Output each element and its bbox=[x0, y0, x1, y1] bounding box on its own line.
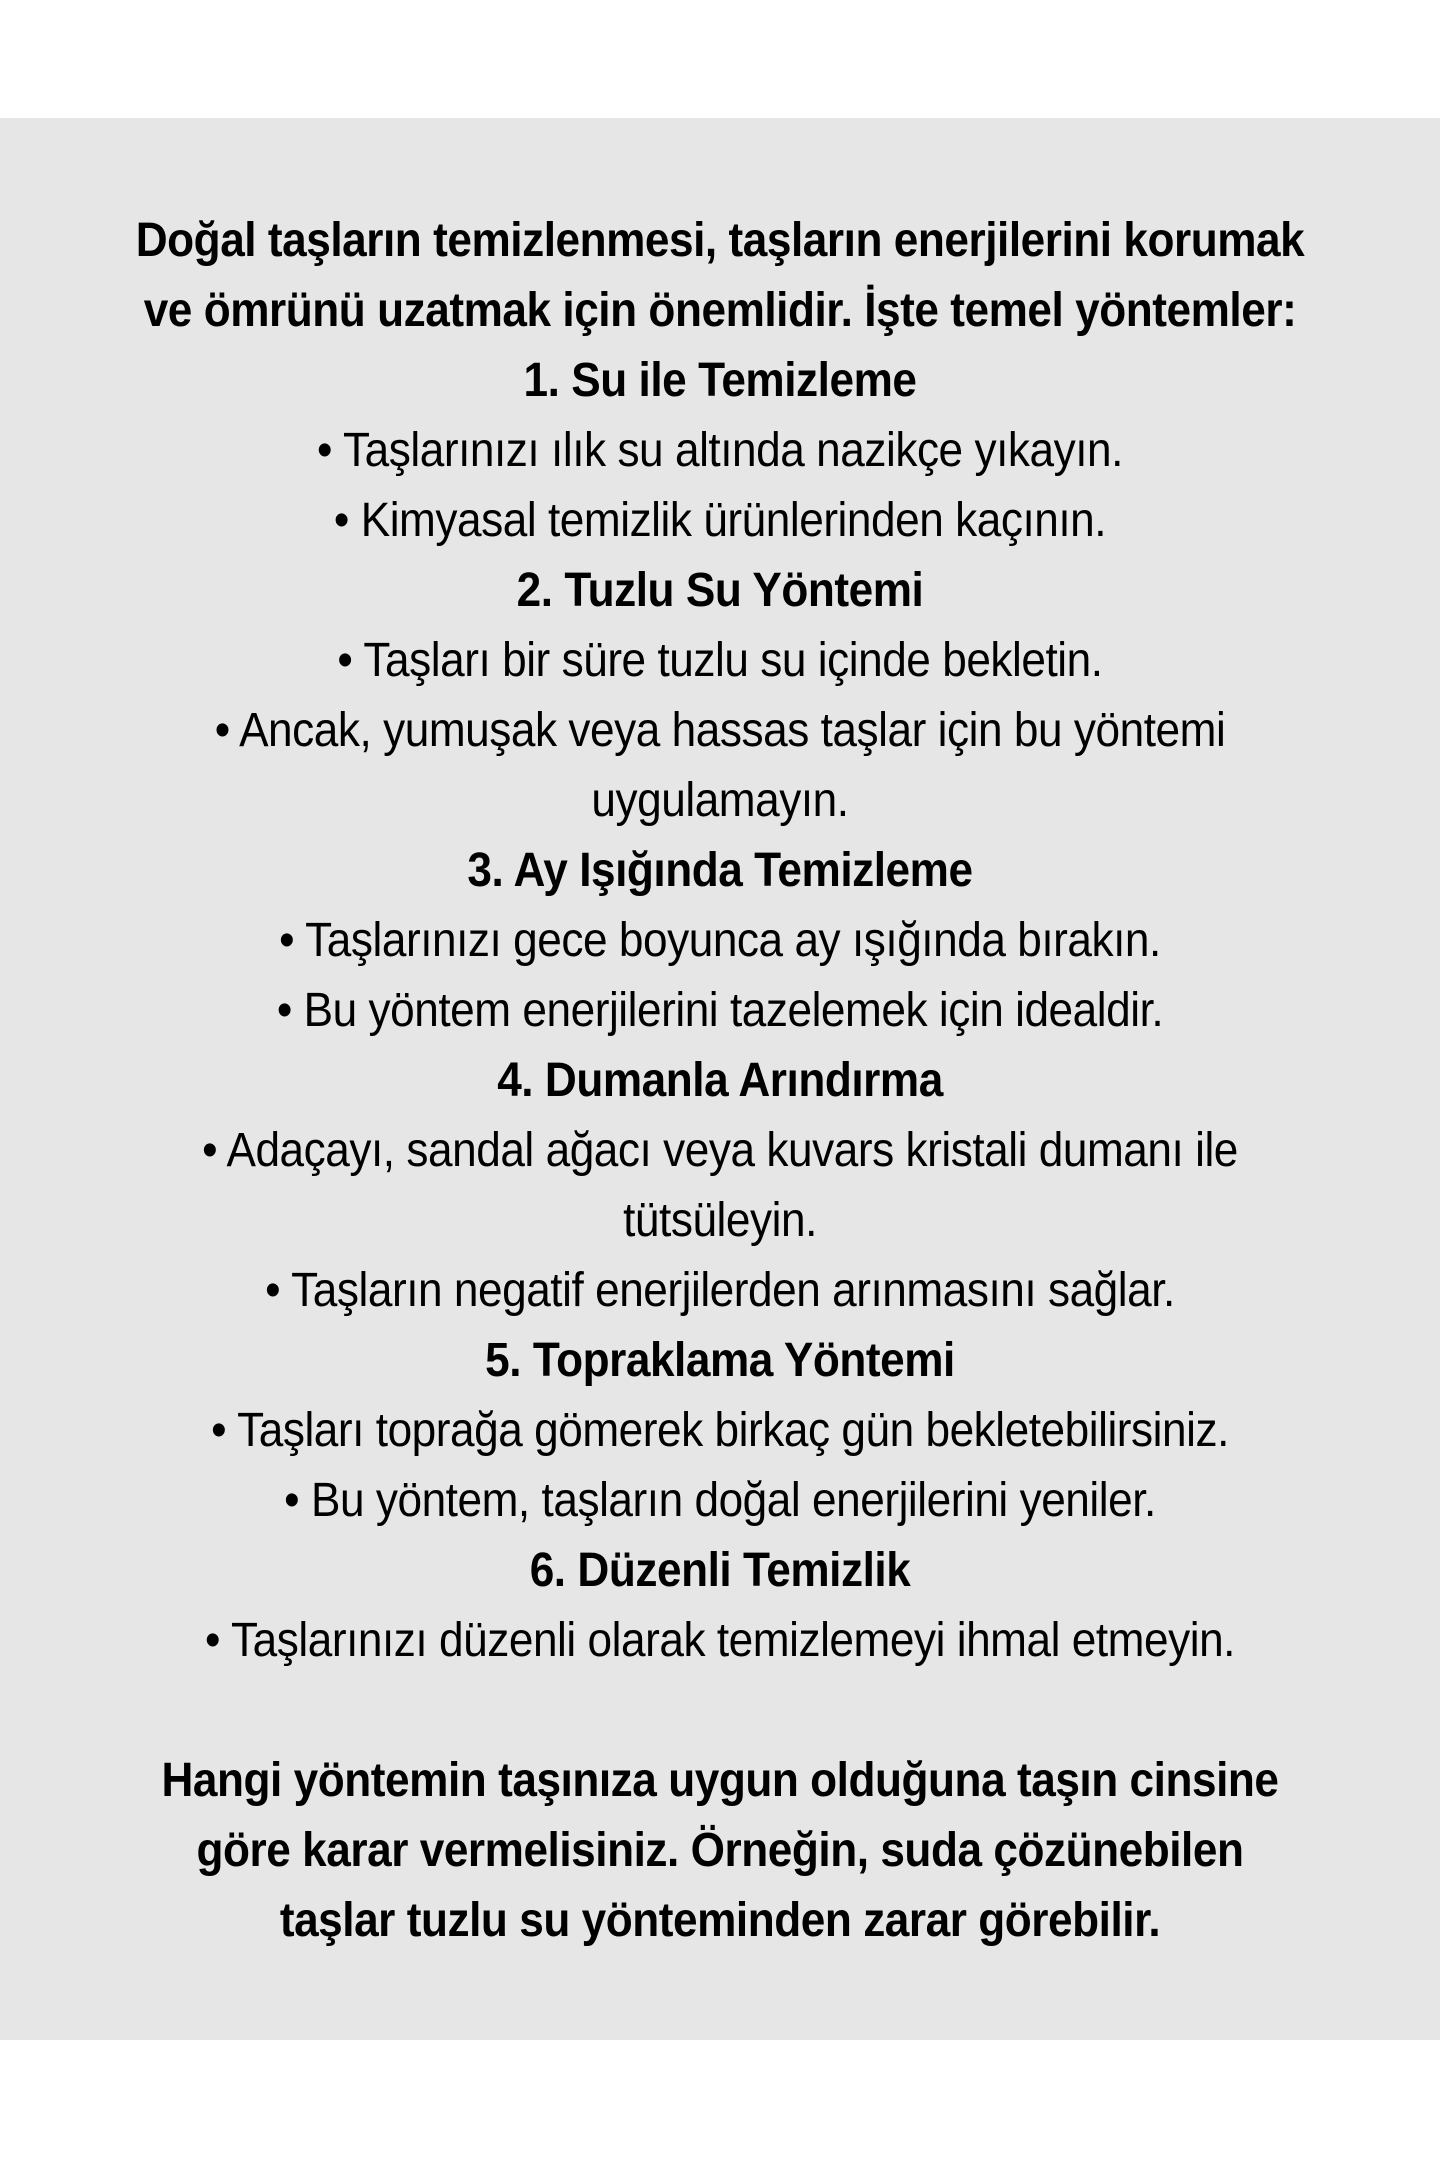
text-line: uygulamayın. bbox=[591, 774, 849, 827]
text-line: Hangi yöntemin taşınıza uygun olduğuna taşın cinsine bbox=[161, 1754, 1279, 1807]
bullet-item bbox=[58, 906, 1383, 976]
bullet-item bbox=[58, 1116, 1383, 1256]
bullet-item bbox=[58, 486, 1383, 556]
closing-paragraph bbox=[58, 1746, 1383, 1956]
text-line: 2. Tuzlu Su Yöntemi bbox=[516, 564, 924, 617]
bullet-item bbox=[58, 696, 1383, 836]
text-line: • Taşları bir süre tuzlu su içinde bekletin. bbox=[337, 634, 1103, 687]
section-heading bbox=[58, 1536, 1383, 1606]
text-line: 4. Dumanla Arındırma bbox=[497, 1054, 943, 1107]
intro-paragraph bbox=[58, 206, 1383, 346]
text-line: • Taşlarınızı gece boyunca ay ışığında bırakın. bbox=[279, 914, 1161, 967]
bullet-item bbox=[58, 1466, 1383, 1536]
bullet-item bbox=[58, 1256, 1383, 1326]
bullet-item bbox=[58, 626, 1383, 696]
bullet-item bbox=[58, 976, 1383, 1046]
text-line: taşlar tuzlu su yönteminden zarar görebilir. bbox=[279, 1894, 1161, 1947]
text-line: Doğal taşların temizlenmesi, taşların enerjilerini korumak bbox=[135, 214, 1305, 267]
section-heading bbox=[58, 346, 1383, 416]
text-line: • Kimyasal temizlik ürünlerinden kaçının. bbox=[333, 494, 1107, 547]
text-line: • Taşların negatif enerjilerden arınmasını sağlar. bbox=[265, 1264, 1175, 1317]
text-line: • Taşları toprağa gömerek birkaç gün bekletebilirsiniz. bbox=[211, 1404, 1229, 1457]
content-panel bbox=[0, 118, 1440, 2040]
bullet-item bbox=[58, 416, 1383, 486]
bullet-item bbox=[58, 1606, 1383, 1676]
text-line: • Bu yöntem, taşların doğal enerjilerini yeniler. bbox=[284, 1474, 1156, 1527]
text-line: • Taşlarınızı düzenli olarak temizlemeyi ihmal etmeyin. bbox=[205, 1614, 1235, 1667]
text-line: • Adaçayı, sandal ağacı veya kuvars kristali dumanı ile bbox=[202, 1124, 1238, 1177]
section-heading bbox=[58, 556, 1383, 626]
text-line: 1. Su ile Temizleme bbox=[523, 354, 917, 407]
text-line: 3. Ay Işığında Temizleme bbox=[467, 844, 973, 897]
text-line: • Ancak, yumuşak veya hassas taşlar için bu yöntemi bbox=[214, 704, 1226, 757]
section-heading bbox=[58, 836, 1383, 906]
text-line: ve ömrünü uzatmak için önemlidir. İşte temel yöntemler: bbox=[143, 284, 1297, 337]
text-line: 6. Düzenli Temizlik bbox=[529, 1544, 911, 1597]
paragraph-spacer bbox=[58, 1676, 1383, 1746]
text-line: • Taşlarınızı ılık su altında nazikçe yıkayın. bbox=[317, 424, 1123, 477]
text-line: • Bu yöntem enerjilerini tazelemek için idealdir. bbox=[276, 984, 1164, 1037]
text-line: 5. Topraklama Yöntemi bbox=[485, 1334, 955, 1387]
text-line: göre karar vermelisiniz. Örneğin, suda çözünebilen bbox=[196, 1824, 1244, 1877]
text-line: tütsüleyin. bbox=[623, 1194, 817, 1247]
bullet-item bbox=[58, 1396, 1383, 1466]
section-heading bbox=[58, 1326, 1383, 1396]
section-heading bbox=[58, 1046, 1383, 1116]
document-blocks bbox=[58, 118, 1383, 1956]
